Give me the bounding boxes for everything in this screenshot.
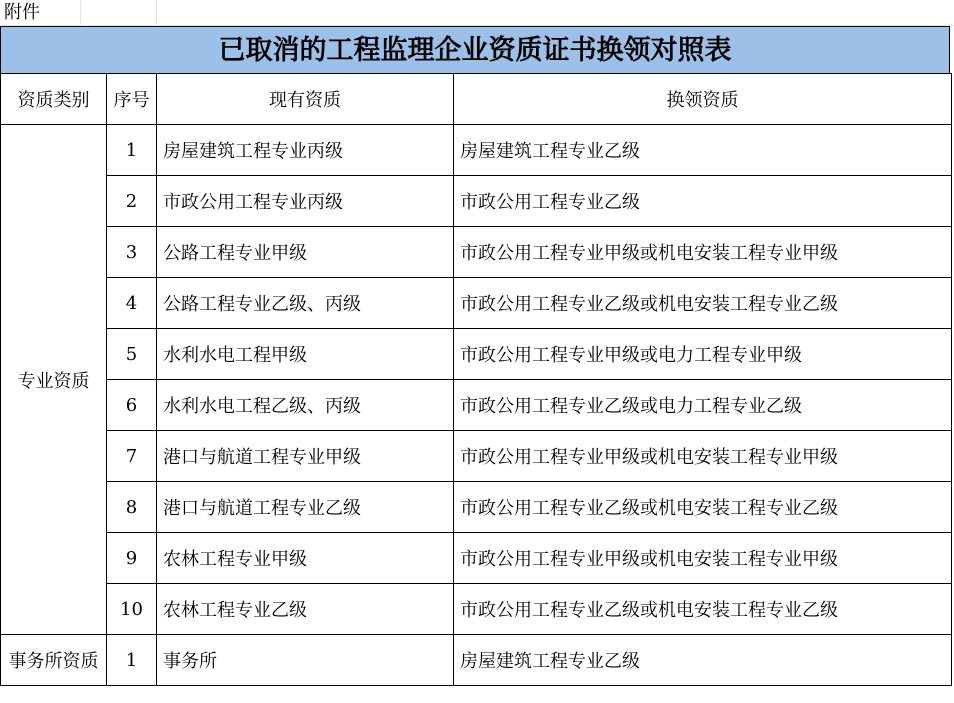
renewed-qualification-cell: 市政公用工程专业乙级或机电安装工程专业乙级: [454, 584, 952, 635]
table-title: 已取消的工程监理企业资质证书换领对照表: [0, 26, 950, 73]
header-index: 序号: [107, 74, 157, 125]
table-row: [1, 380, 952, 431]
current-qualification-cell: 水利水电工程甲级: [157, 329, 454, 380]
renewed-qualification-cell: 市政公用工程专业甲级或机电安装工程专业甲级: [454, 431, 952, 482]
renewed-qualification-cell: 市政公用工程专业乙级: [454, 176, 952, 227]
attachment-label-text: 附件: [4, 2, 40, 23]
index-cell: 6: [107, 380, 157, 431]
current-qualification-cell: 事务所: [157, 635, 454, 686]
category-cell: 专业资质: [1, 125, 107, 635]
current-qualification-cell: 港口与航道工程专业甲级: [157, 431, 454, 482]
index-cell: 5: [107, 329, 157, 380]
index-cell: 4: [107, 278, 157, 329]
current-qualification-cell: 市政公用工程专业丙级: [157, 176, 454, 227]
renewed-qualification-cell: 市政公用工程专业甲级或机电安装工程专业甲级: [454, 227, 952, 278]
category-cell: 事务所资质: [1, 635, 107, 686]
renewed-qualification-cell: 市政公用工程专业乙级或电力工程专业乙级: [454, 380, 952, 431]
renewed-qualification-cell: 市政公用工程专业乙级或机电安装工程专业乙级: [454, 482, 952, 533]
current-qualification-cell: 农林工程专业甲级: [157, 533, 454, 584]
table-row: [1, 482, 952, 533]
index-cell: 2: [107, 176, 157, 227]
index-cell: 1: [107, 125, 157, 176]
renewed-qualification-cell: 房屋建筑工程专业乙级: [454, 125, 952, 176]
table-row: [1, 329, 952, 380]
table-row: [1, 278, 952, 329]
current-qualification-cell: 房屋建筑工程专业丙级: [157, 125, 454, 176]
table-body: [1, 125, 952, 686]
table-row: [1, 533, 952, 584]
current-qualification-cell: 公路工程专业乙级、丙级: [157, 278, 454, 329]
attachment-label: [0, 0, 954, 26]
qualification-table: [0, 73, 952, 686]
index-cell: 8: [107, 482, 157, 533]
renewed-qualification-cell: 房屋建筑工程专业乙级: [454, 635, 952, 686]
index-cell: 1: [107, 635, 157, 686]
header-current: 现有资质: [157, 74, 454, 125]
index-cell: 3: [107, 227, 157, 278]
renewed-qualification-cell: 市政公用工程专业乙级或机电安装工程专业乙级: [454, 278, 952, 329]
table-row: [1, 635, 952, 686]
grid-line: [156, 0, 157, 26]
table-row: [1, 227, 952, 278]
grid-line: [80, 0, 81, 26]
current-qualification-cell: 港口与航道工程专业乙级: [157, 482, 454, 533]
renewed-qualification-cell: 市政公用工程专业甲级或电力工程专业甲级: [454, 329, 952, 380]
renewed-qualification-cell: 市政公用工程专业甲级或机电安装工程专业甲级: [454, 533, 952, 584]
header-renewed: 换领资质: [454, 74, 952, 125]
index-cell: 10: [107, 584, 157, 635]
index-cell: 7: [107, 431, 157, 482]
table-row: [1, 584, 952, 635]
index-cell: 9: [107, 533, 157, 584]
header-row: [1, 74, 952, 125]
current-qualification-cell: 水利水电工程乙级、丙级: [157, 380, 454, 431]
current-qualification-cell: 公路工程专业甲级: [157, 227, 454, 278]
table-row: [1, 176, 952, 227]
table-row: [1, 431, 952, 482]
current-qualification-cell: 农林工程专业乙级: [157, 584, 454, 635]
table-row: [1, 125, 952, 176]
header-category: 资质类别: [1, 74, 107, 125]
